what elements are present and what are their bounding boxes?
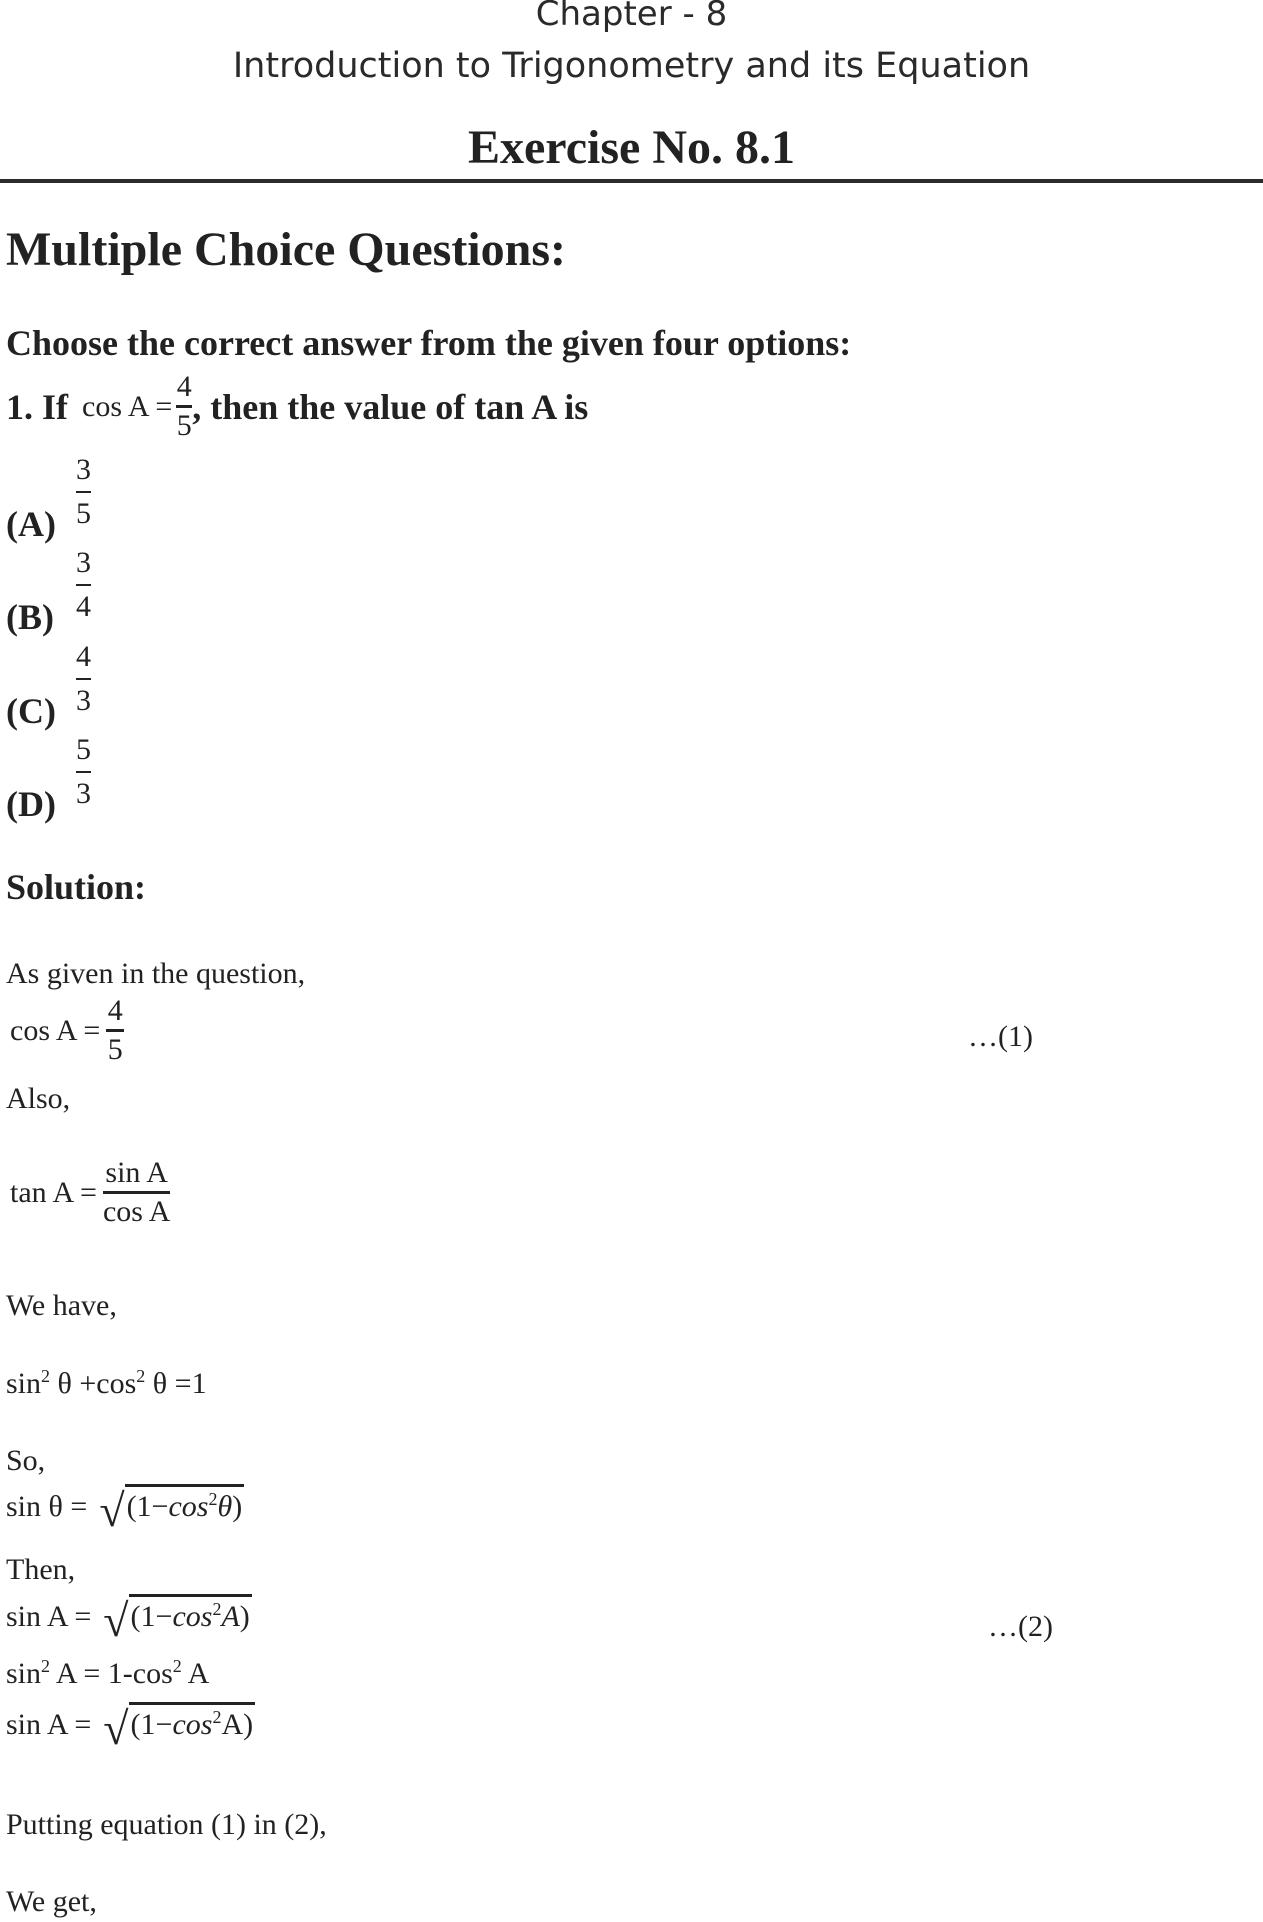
question-prefix: 1. If	[6, 386, 68, 427]
option-label: (C)	[6, 691, 56, 731]
fraction-bar	[76, 491, 91, 493]
chapter-label: Chapter - 8	[535, 0, 728, 34]
fraction-denominator: 5	[76, 497, 91, 530]
radicand	[129, 1702, 256, 1748]
radicand	[129, 1594, 252, 1640]
equation-lhs: tan A =	[10, 1175, 97, 1209]
radicand-part: cos	[172, 1708, 213, 1741]
radicand-part: cos	[172, 1600, 213, 1633]
equation-lhs: sin A =	[6, 1708, 92, 1741]
equation-fraction	[106, 996, 124, 1065]
equation-lhs: sin A =	[6, 1600, 92, 1633]
square-root	[99, 1484, 244, 1536]
exponent: 2	[41, 1366, 51, 1386]
equation-fraction	[103, 1158, 171, 1227]
radicand-part: θ	[217, 1490, 233, 1523]
fraction-denominator: 3	[76, 684, 91, 717]
option-label: (A)	[6, 504, 56, 544]
equation-tag-1: …(1)	[968, 1020, 1033, 1053]
option-a[interactable]	[6, 455, 91, 545]
equation-sin-theta	[6, 1484, 244, 1536]
instruction-text: Choose the correct answer from the given four options:	[6, 323, 852, 363]
section-heading: Multiple Choice Questions:	[6, 223, 566, 276]
identity-part: θ =1	[152, 1367, 207, 1400]
identity-part: θ +cos	[57, 1367, 137, 1400]
radical-sign-icon: √	[103, 1595, 129, 1646]
radicand-part: )	[243, 1708, 254, 1741]
equation-lhs: sin θ =	[6, 1490, 88, 1523]
exponent: 2	[212, 1707, 222, 1727]
fraction-numerator: 5	[76, 733, 91, 766]
text-we-have: We have,	[6, 1289, 117, 1322]
radicand-part: (1−	[130, 1600, 173, 1633]
option-fraction	[76, 455, 91, 529]
option-c[interactable]	[6, 642, 91, 732]
fraction-denominator: 5	[107, 1033, 123, 1066]
radicand	[125, 1484, 245, 1530]
question-1	[6, 372, 588, 441]
fraction-numerator: 4	[107, 994, 123, 1027]
option-b[interactable]	[6, 548, 91, 638]
square-root	[103, 1702, 255, 1754]
option-label: (D)	[6, 784, 56, 824]
exponent: 2	[212, 1599, 222, 1619]
identity-part: sin	[6, 1367, 42, 1400]
radicand-part: )	[232, 1490, 243, 1523]
fraction-numerator: 3	[76, 453, 91, 486]
fraction-bar	[106, 1029, 124, 1032]
option-d[interactable]	[6, 735, 91, 825]
exponent: 2	[172, 1656, 182, 1676]
text-given: As given in the question,	[6, 957, 306, 990]
fraction-denominator: cos A	[102, 1195, 171, 1228]
text-putting: Putting equation (1) in (2),	[6, 1808, 327, 1841]
solution-heading: Solution:	[6, 867, 147, 907]
exponent: 2	[208, 1489, 218, 1509]
equation-sin-a-repeat	[6, 1702, 255, 1754]
question-given-lhs: cos A =	[82, 389, 173, 423]
exponent: 2	[136, 1366, 146, 1386]
fraction-denominator: 5	[176, 409, 192, 442]
equation-tan	[10, 1158, 170, 1227]
fraction-denominator: 4	[76, 590, 91, 623]
equation-sin-a	[6, 1594, 252, 1646]
heading-divider	[0, 179, 1263, 183]
fraction-numerator: 3	[76, 546, 91, 579]
exponent: 2	[41, 1656, 51, 1676]
question-given-fraction	[176, 372, 192, 441]
radicand-part: )	[239, 1600, 250, 1633]
option-fraction	[76, 642, 91, 716]
equation-part: A	[187, 1657, 210, 1690]
text-so: So,	[6, 1444, 46, 1477]
equation-1	[10, 996, 124, 1065]
option-fraction	[76, 735, 91, 809]
fraction-numerator: sin A	[105, 1156, 168, 1189]
radicand-part: (1−	[130, 1708, 173, 1741]
radicand-part: cos	[168, 1490, 209, 1523]
identity-equation	[6, 1366, 207, 1401]
equation-part: A = 1-cos	[55, 1657, 173, 1690]
equation-part: sin	[6, 1657, 42, 1690]
fraction-bar	[103, 1191, 171, 1194]
question-suffix: , then the value of tan A is	[192, 386, 589, 427]
radicand-part: (1−	[126, 1490, 169, 1523]
fraction-bar	[176, 405, 192, 408]
text-then: Then,	[6, 1553, 76, 1586]
fraction-denominator: 3	[76, 777, 91, 810]
equation-sin-squared	[6, 1656, 209, 1691]
option-fraction	[76, 548, 91, 622]
radicand-part: A	[221, 1708, 244, 1741]
fraction-bar	[76, 771, 91, 773]
equation-lhs: cos A =	[10, 1013, 101, 1047]
radicand-part: A	[221, 1600, 240, 1633]
fraction-numerator: 4	[176, 370, 192, 403]
text-we-get: We get,	[6, 1885, 97, 1918]
exercise-heading: Exercise No. 8.1	[467, 121, 796, 174]
text-also: Also,	[6, 1082, 71, 1115]
chapter-title: Introduction to Trigonometry and its Equation	[232, 46, 1031, 86]
equation-tag-2: …(2)	[988, 1610, 1053, 1643]
option-label: (B)	[6, 597, 54, 637]
radical-sign-icon: √	[103, 1703, 129, 1754]
fraction-bar	[76, 678, 91, 680]
fraction-bar	[76, 584, 91, 586]
fraction-numerator: 4	[76, 640, 91, 673]
radical-sign-icon: √	[99, 1485, 125, 1536]
square-root	[103, 1594, 252, 1646]
